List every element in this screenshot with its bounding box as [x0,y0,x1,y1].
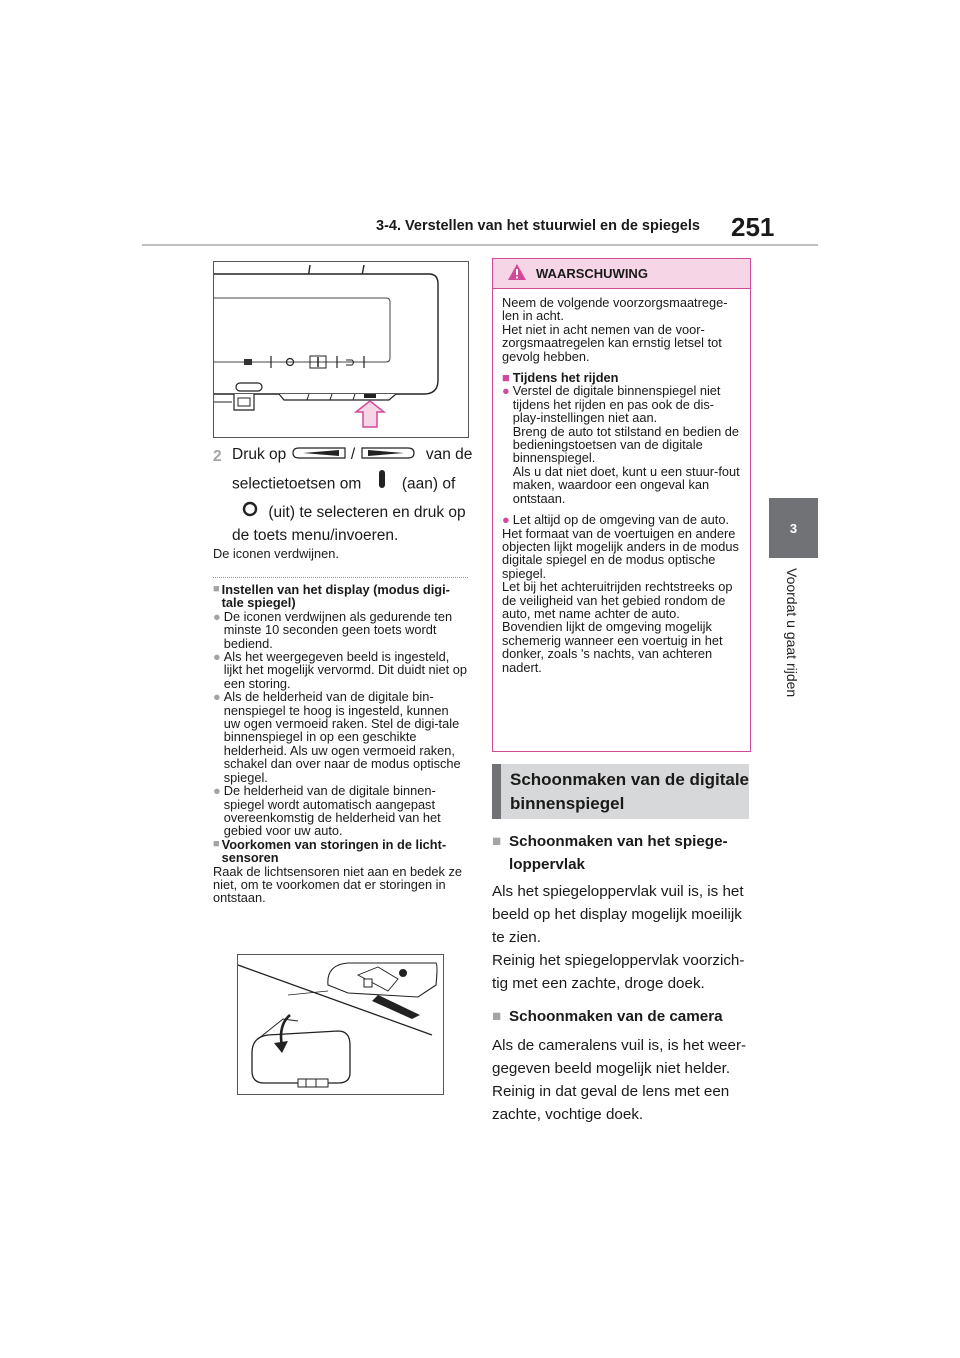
note-heading-2 [213,838,468,865]
warning-box [492,258,751,752]
step-text-1c: van de [425,446,473,464]
warning-body [493,289,750,674]
step-text-2b: (aan) of [401,475,456,493]
camera-drawing [238,955,443,1094]
square-bullet-icon: ■ [492,1008,502,1025]
note-bullet [213,610,468,650]
step-result: De iconen verdwijnen. [213,546,339,561]
warning-subheading [502,371,741,384]
select-key-right-icon [360,440,416,470]
square-bullet-icon: ■ [213,583,220,595]
note-text-2: Raak de lichtsensoren niet aan en bedek ze niet, om te voorkomen dat er storingen in ontstaan. [213,863,462,906]
note-heading-1 [213,583,468,610]
square-bullet-icon: ■ [502,370,510,386]
warning-header [493,259,750,289]
circle-bullet-icon: ● [213,783,221,799]
note-bullet-text: De iconen verdwijnen als gedurende ten minste 10 seconden geen toets wordt bediend. [223,608,453,651]
step-line-1 [232,440,472,470]
chapter-tab-number: 3 [789,520,798,536]
warning-subheading-text: Tijdens het rijden [512,370,619,386]
circle-bullet-icon: ● [213,689,221,705]
warning-intro: Neem de volgende voorzorgsmaatrege-len in acht. Het niet in acht nemen van de voor-zorgsmaatregelen kan ernstig letsel tot gevolg hebben. [502,295,728,364]
chapter-tab[interactable] [769,498,818,558]
note-bullet [213,690,468,784]
step-text-1b: / [350,446,356,464]
section-header-title: 3-4. Verstellen van het stuurwiel en de spiegels [376,218,700,234]
page-number: 251 [731,212,775,242]
warning-title: WAARSCHUWING [536,266,648,281]
cleaning-content [492,830,754,1126]
note-heading-1-text: Instellen van het display (modus digi-tale spiegel) [221,582,450,611]
step-line-4: de toets menu/invoeren. [232,527,399,544]
cleaning-subheading-2-text: Schoonmaken van de camera [509,1008,723,1025]
cleaning-subheading-1-text: Schoonmaken van het spiege-loppervlak [509,833,728,873]
square-bullet-icon: ■ [492,833,502,850]
warning-bullet-2-text: Let altijd op de omgeving van de auto. [512,512,730,528]
warning-bullet-2 [502,513,741,526]
warning-bullet-2-cont: Het formaat van de voertuigen en andere objecten lijkt mogelijk anders in de modus digitale spiegel en de modus optische spiegel. Let bij het achteruitrijden rechtstreeks op de veiligheid van het gebied rondom de auto, met name achter de auto. Bovendien lijkt de omgeving mogelijk schemerig wanneer een voertuig in het donker, zoals 's nachts, van achteren nadert. [502,525,739,675]
note-bullet [213,784,468,838]
select-key-left-icon [291,440,347,470]
step-line-2 [232,469,455,500]
warning-triangle-icon [507,263,527,284]
note-bullet [213,650,468,690]
note-bullet-text: Als de helderheid van de digitale bin-nenspiegel te hoog is ingesteld, kunnen uw ogen vermoeid raken. Stel de digi-tale binnenspiegel in op een geschikte helderheid. Als uw ogen vermoeid raken, schakel dan over naar de modus optische spiegel. [223,689,461,785]
cleaning-subheading-1 [492,830,754,876]
on-icon [378,469,386,500]
note-bullet-text: De helderheid van de digitale binnen-spiegel wordt automatisch aangepast overeenkomstig de helderheid van het gebied voor uw auto. [223,783,441,839]
circle-bullet-icon: ● [213,649,221,665]
step-text-3: (uit) te selecteren en druk op [268,504,466,522]
warning-bullet-1 [502,384,741,505]
circle-bullet-icon: ● [502,512,510,528]
step-text-1a: Druk op [232,446,287,464]
note-bullet-text: Als het weergegeven beeld is ingesteld, lijkt het mogelijk vervormd. Dit duidt niet op een storing. [223,649,467,691]
circle-bullet-icon: ● [502,383,510,399]
cleaning-text-2: Als de cameralens vuil is, is het weer-gegeven beeld mogelijk niet helder. Reinig in dat geval de lens met een zachte, vochtige doek. [492,1037,747,1123]
cleaning-subheading-2 [492,1005,754,1028]
chapter-tab-label: Voordat u gaat rijden [784,568,800,698]
windshield-camera-illustration [237,954,444,1095]
notes-divider [213,577,468,578]
header-divider [142,244,818,246]
step-text-2a: selectietoetsen om [232,475,362,493]
step-number: 2 [213,448,222,465]
notes-block [213,583,468,905]
cleaning-text-1: Als het spiegeloppervlak vuil is, is het beeld op het display mogelijk moeilijk te zien. Reinig het spiegeloppervlak voorzich-tig met een zachte, droge doek. [492,883,745,992]
note-heading-2-text: Voorkomen van storingen in de licht-sensoren [221,836,447,866]
cleaning-section-heading: Schoonmaken van de digitale binnenspiegel [492,764,749,819]
warning-bullet-1-text: Verstel de digitale binnenspiegel niet tijdens het rijden en pas ook de dis-play-instellingen niet aan. Breng de auto tot stilstand en bedien de bedieningstoetsen van de digitale binnenspiegel. Als u dat niet doet, kunt u een stuur-fout maken, waardoor een ongeval kan ontstaan. [512,383,740,506]
mirror-drawing [214,262,468,437]
circle-bullet-icon: ● [213,608,221,624]
mirror-illustration [213,261,469,438]
square-bullet-icon: ■ [213,837,220,850]
